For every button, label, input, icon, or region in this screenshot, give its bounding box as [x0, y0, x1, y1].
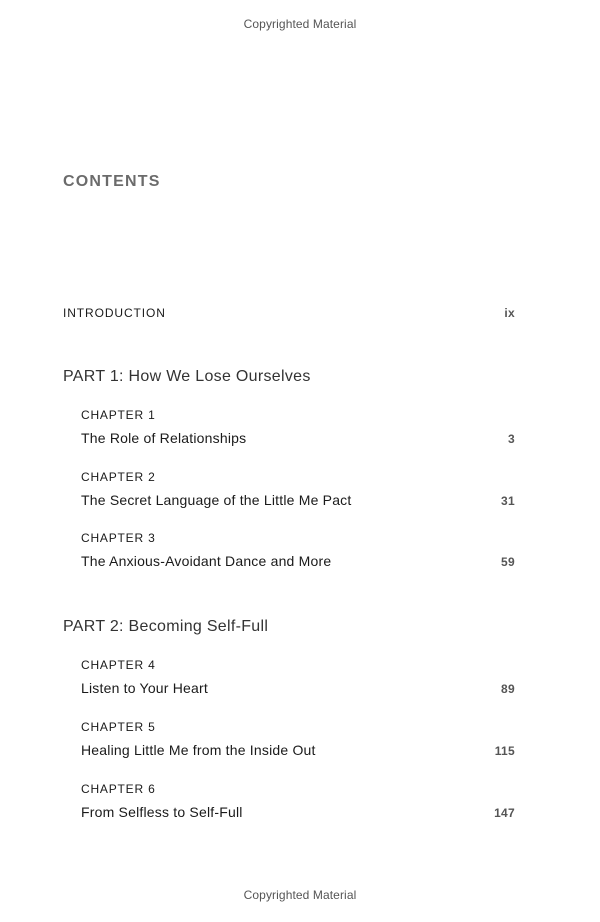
chapter-page-number: 3 [508, 432, 515, 446]
toc-entry-chapter-2[interactable] [81, 470, 515, 508]
watermark-bottom: Copyrighted Material [243, 888, 357, 902]
chapter-title: The Anxious-Avoidant Dance and More [81, 553, 332, 569]
toc-entry-chapter-6[interactable] [81, 782, 515, 820]
watermark-top: Copyrighted Material [243, 17, 357, 31]
chapter-page-number: 59 [501, 555, 515, 569]
chapter-label: CHAPTER 5 [81, 720, 156, 734]
introduction-page-number: ix [504, 306, 515, 320]
part-2-title: PART 2: Becoming Self-Full [63, 618, 269, 635]
chapter-page-number: 31 [501, 494, 515, 508]
chapter-label: CHAPTER 2 [81, 470, 156, 484]
introduction-label: INTRODUCTION [63, 306, 166, 320]
chapter-title: The Role of Relationships [81, 430, 247, 446]
toc-entry-chapter-4[interactable] [81, 658, 515, 696]
chapter-label: CHAPTER 4 [81, 658, 156, 672]
chapter-page-number: 89 [501, 682, 515, 696]
chapter-title: Healing Little Me from the Inside Out [81, 742, 316, 758]
part-1-title: PART 1: How We Lose Ourselves [63, 368, 311, 385]
page-title: CONTENTS [63, 173, 161, 190]
chapter-title: The Secret Language of the Little Me Pact [81, 492, 352, 508]
toc-entry-chapter-1[interactable] [81, 408, 515, 446]
chapter-title: From Selfless to Self-Full [81, 804, 243, 820]
toc-entry-chapter-5[interactable] [81, 720, 515, 758]
chapter-page-number: 147 [494, 806, 515, 820]
toc-entry-introduction[interactable] [63, 306, 515, 320]
chapter-label: CHAPTER 1 [81, 408, 156, 422]
chapter-label: CHAPTER 3 [81, 531, 156, 545]
chapter-page-number: 115 [494, 744, 515, 758]
toc-entry-chapter-3[interactable] [81, 531, 515, 569]
chapter-label: CHAPTER 6 [81, 782, 156, 796]
chapter-title: Listen to Your Heart [81, 680, 208, 696]
